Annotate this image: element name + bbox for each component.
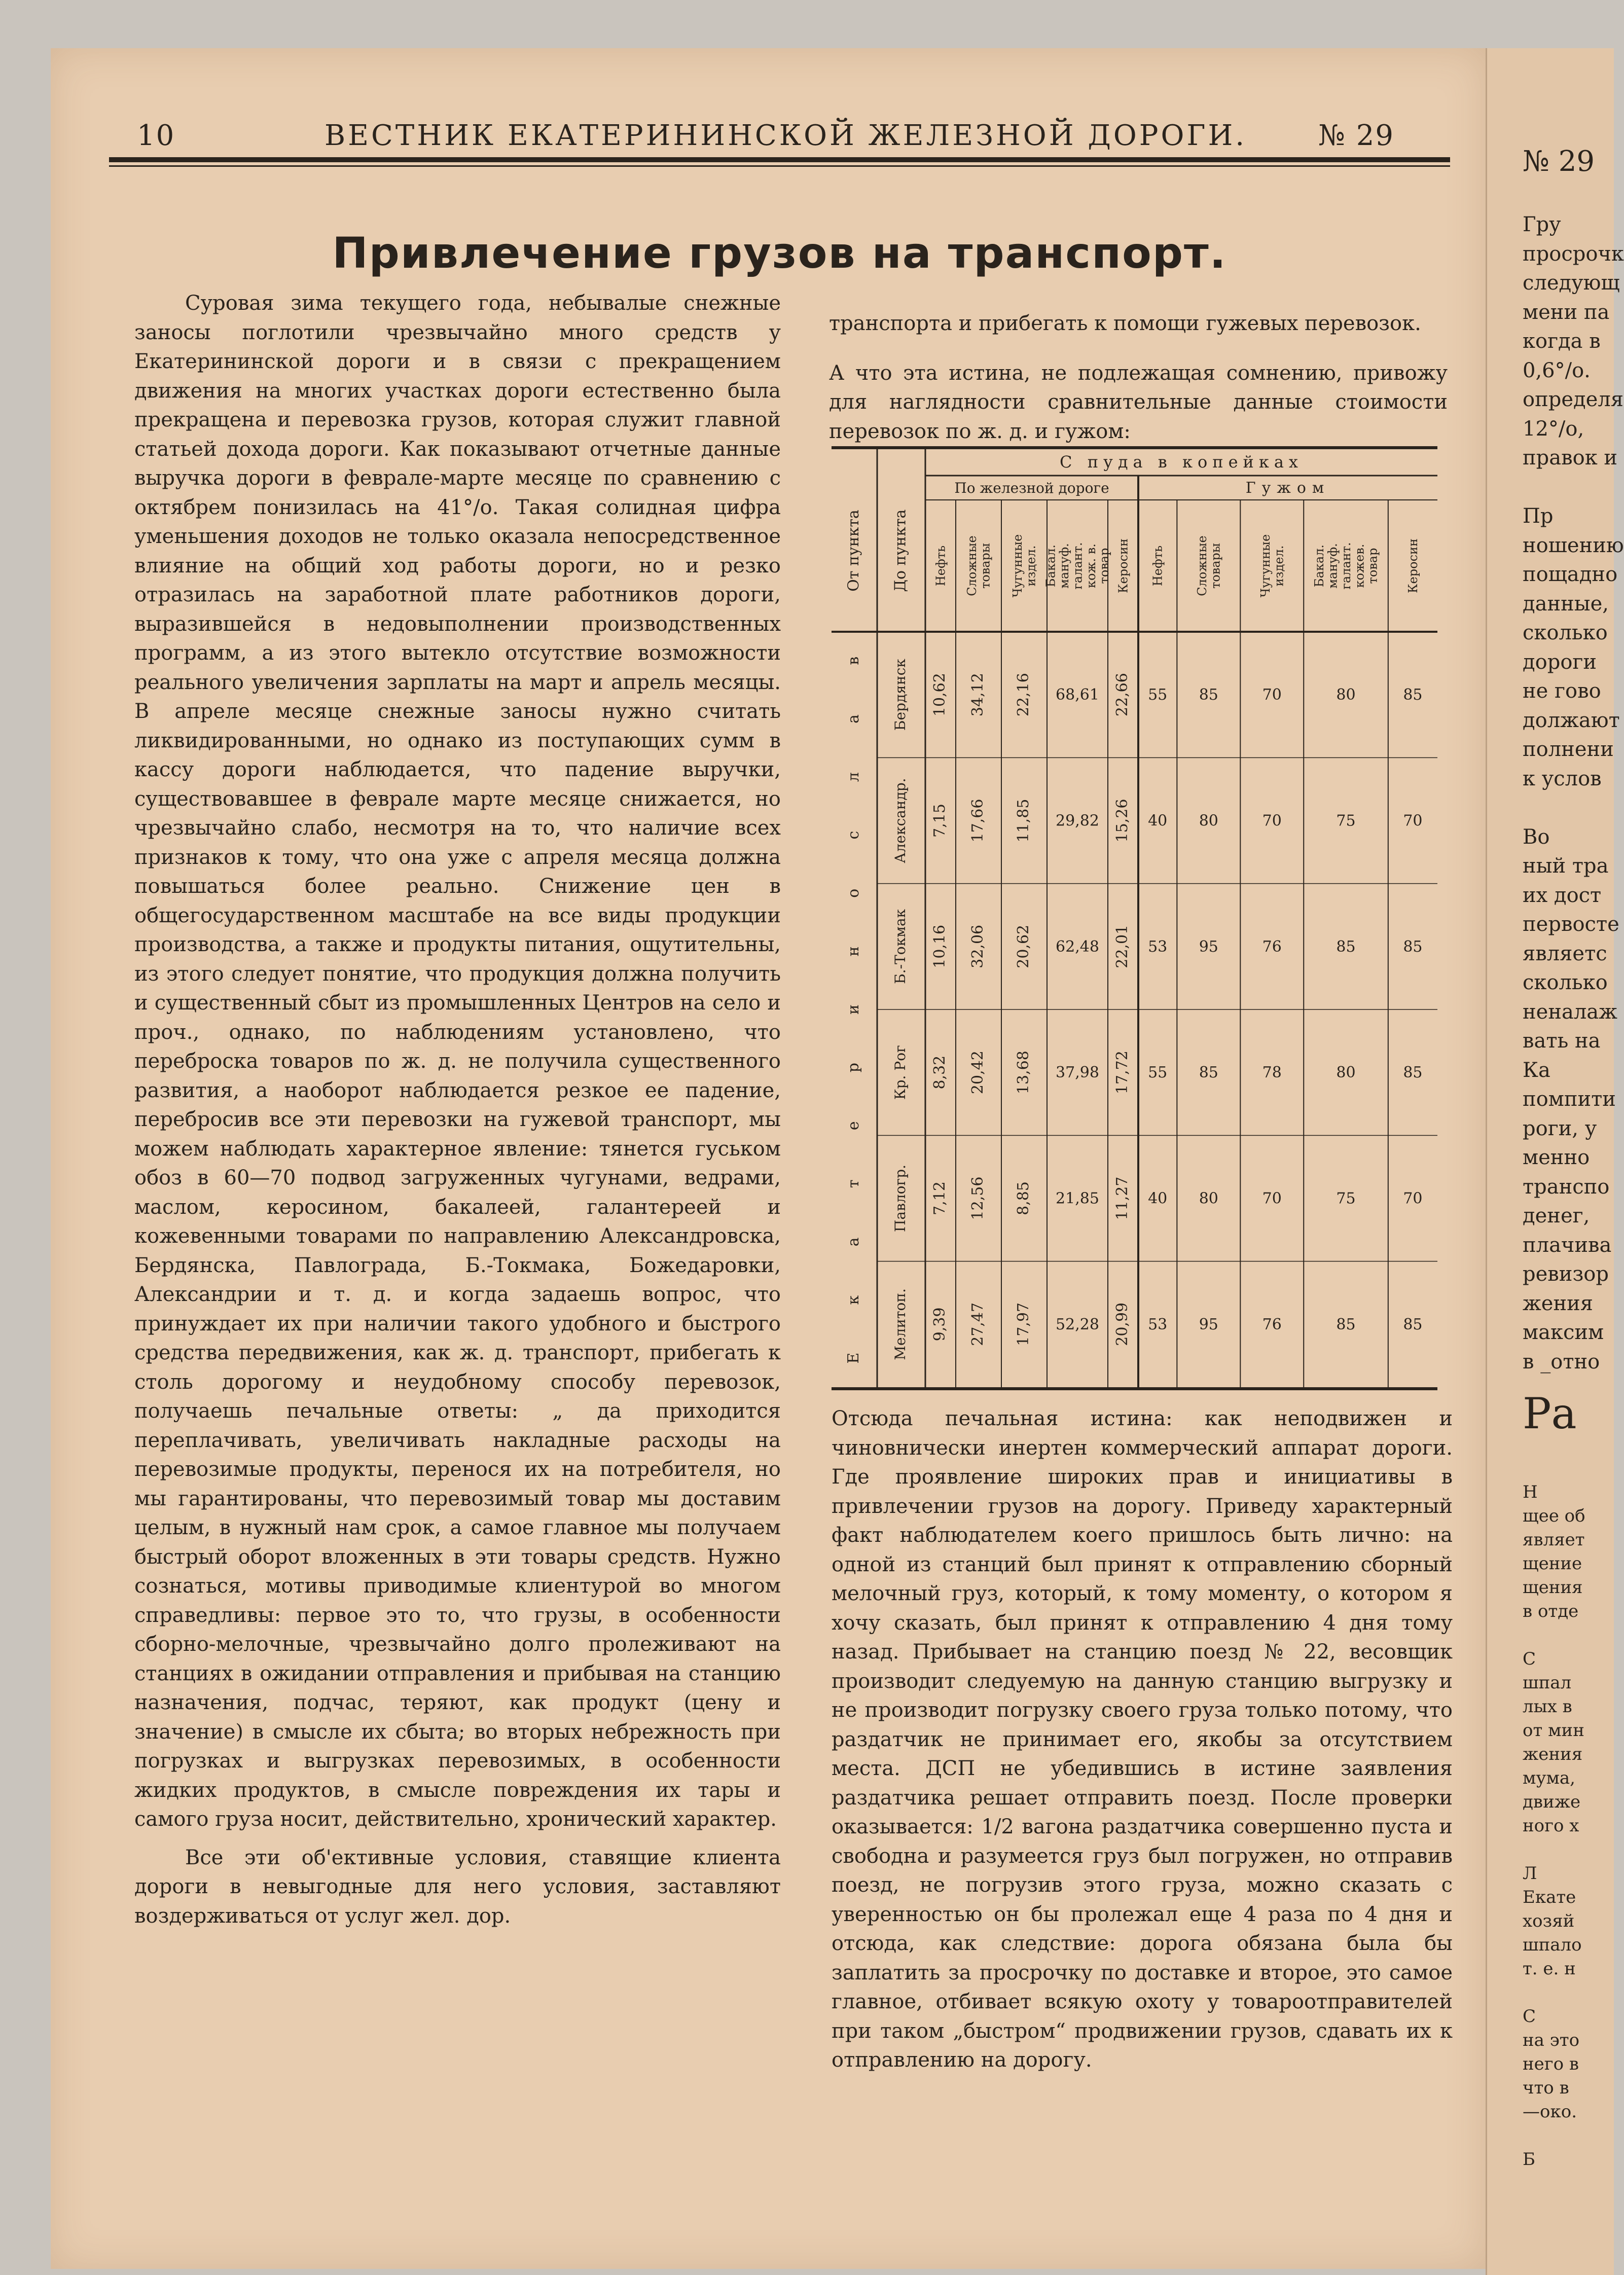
table-from-letter: с [845,830,862,840]
adjacent-page-line: сколько [1523,621,1608,644]
adjacent-page-line: от мин [1523,1720,1584,1741]
adjacent-page-line: когда в [1523,330,1601,353]
adjacent-page [1486,48,1624,2275]
table-from-letter: а [845,1237,862,1247]
adjacent-page-line: в отде [1523,1601,1579,1621]
adjacent-page-line: Б [1523,2149,1535,2170]
adjacent-page-line: Л [1523,1863,1537,1884]
adjacent-page-section-title: Ра [1523,1389,1577,1438]
table-cell-cart: 55 [1148,1064,1168,1082]
adjacent-page-line: на это [1523,2030,1580,2050]
table-cell-rail: 32,06 [969,924,987,968]
adjacent-page-line: их дост [1523,883,1602,907]
adjacent-page-line: являет [1523,1530,1585,1550]
table-from-letter: в [845,656,862,665]
table-cell-rail: 7,15 [931,804,949,838]
table-cell-cart: 85 [1403,1315,1423,1333]
table-cell-rail: 8,32 [931,1055,949,1090]
table-cell-rail: 17,97 [1015,1302,1032,1346]
table-cell-cart: 40 [1148,1189,1168,1208]
table-row-to: Мелитоп. [892,1288,909,1360]
adjacent-page-line: движе [1523,1792,1581,1812]
table-cell-rail: 52,28 [1056,1315,1099,1333]
adjacent-page-line: С [1523,2006,1536,2027]
table-cell-cart: 70 [1262,1189,1282,1208]
table-cell-cart: 95 [1199,1315,1218,1333]
newspaper-title: ВЕСТНИК ЕКАТЕРИНИНСКОЙ ЖЕЛЕЗНОЙ ДОРОГИ. [324,119,1247,152]
table-cell-rail: 37,98 [1056,1064,1099,1082]
adjacent-page-line: ревизор [1523,1262,1609,1286]
table-head-rail: По железной дороге [954,480,1109,496]
table-from-letter: о [845,888,862,898]
table-from-letter: Е [845,1352,862,1364]
adjacent-page-line: Во [1523,825,1550,849]
table-cell-cart: 75 [1336,1189,1356,1208]
table-cell-rail: 27,47 [969,1302,987,1346]
table-head-main: С пуда в копейках [1060,452,1303,472]
adjacent-page-line: лых в [1523,1696,1572,1717]
paragraph: А что эта истина, не подлежащая сомнению, привожу для наглядности сравнительные данные стоимости перевозок по ж. д. и гужом: [829,361,1448,443]
table-cell-cart: 95 [1199,937,1218,956]
table-from-letter: р [845,1063,862,1073]
adjacent-page-line: щее об [1523,1506,1585,1526]
table-col-cart-4: Керосин [1405,538,1420,594]
paragraph-continuation: транспорта и прибегать к помощи гужевых перевозок. [829,312,1421,335]
adjacent-page-line: данные, [1523,592,1609,616]
table-row-to: Б.-Токмак [892,909,909,984]
table-cell-cart: 70 [1262,812,1282,830]
table-from-letter: и [845,1004,862,1015]
table-from-letter: л [845,772,862,782]
table-cell-cart: 70 [1403,1189,1423,1208]
table-col-rail-2: Чугунныеиздел. [1011,534,1038,598]
adjacent-page-line: Ка [1523,1058,1550,1082]
table-cell-cart: 85 [1403,686,1423,704]
table-cell-rail: 68,61 [1056,686,1099,704]
adjacent-page-line: —око. [1523,2102,1577,2122]
table-cell-rail: 13,68 [1015,1051,1032,1095]
table-cell-cart: 85 [1199,1064,1218,1082]
adjacent-page-line: просрочк [1523,242,1624,266]
adjacent-page-line: пощадно [1523,563,1618,586]
table-col-to: До пункта [891,509,910,592]
table-col-cart-3: Бакал.мануф.галант.кожев.товар [1312,542,1380,590]
adjacent-page-line: максим [1523,1321,1604,1344]
table-col-rail-1: Сложныетовары [965,535,993,596]
adjacent-page-line: денег, [1523,1204,1590,1227]
table-cell-cart: 85 [1336,1315,1356,1333]
table-cell-cart: 76 [1262,1315,1282,1333]
adjacent-page-line: 0,6°/о. [1523,358,1591,382]
table-from-letter: а [845,714,862,724]
table-cell-cart: 76 [1262,937,1282,956]
article-right-column-top [829,289,1448,466]
adjacent-page-header: № 29 [1523,145,1595,178]
adjacent-page-line: шпало [1523,1935,1582,1955]
adjacent-page-line: хозяй [1523,1911,1575,1931]
table-col-cart-2: Чугунныеиздел. [1258,534,1286,598]
table-cell-cart: 85 [1199,686,1218,704]
adjacent-page-line: шпал [1523,1673,1572,1693]
adjacent-page-line: жения [1523,1744,1583,1764]
adjacent-page-line: являетс [1523,942,1607,965]
table-cell-cart: 55 [1148,686,1168,704]
adjacent-page-line: Пр [1523,504,1554,528]
table-cell-rail: 10,16 [931,924,949,968]
adjacent-page-line: щение [1523,1554,1582,1574]
adjacent-page-line: жения [1523,1291,1594,1315]
table-cell-cart: 80 [1336,686,1356,704]
table-cell-rail: 20,62 [1015,924,1032,968]
table-cell-cart: 53 [1148,1315,1168,1333]
adjacent-page-line: транспо [1523,1175,1610,1199]
table-from-letter: т [845,1179,862,1188]
paragraph: Суровая зима текущего года, небывалые снежные заносы поглотили чрезвычайно много средств у Екатерининской дороги и в связи с прекращением движения на многих участках дороги естественно была прекращена и перевозка грузов, которая служит главной статьей дохода дороги. Как показывают отчетные данные выручка дороги в феврале-марте месяце по сравнению с октябрем понизилась на 41°/о. Такая солидная цифра уменьшения доходов не только оказала непосредственное влияние на общий ход работы дороги, но и резко отразилась на заработной плате работников дороги, выразившейся в недовыполнении производственных программ, а из этого вытекло отсутствие возможности реального увеличения зарплаты на март и апрель месяцы. В апреле месяце снежные заносы нужно считать ликвидированными, но однако из поступающих сумм в кассу дороги наблюдается, что падение выручки, существовавшее в феврале марте месяце снижается, но чрезвычайно слабо, несмотря на то, что наличие всех признаков к тому, что она уже с апреля месяца должна повышаться более реально. Снижение цен в общегосударственном масштабе на все виды продукции производства, а также и продукты питания, ощутительны, из этого следует понятие, что продукция должна получить и существенный сбыт из промышленных Центров на село и проч., однако, по наблюдениям установлено, что переброска товаров по ж. д. не получила существенного развития, а наоборот наблюдается резкое ее падение, перебросив все эти перевозки на гужевой транспорт, мы можем наблюдать характерное явление: тянется гуськом обоз в 60—70 подвод загруженных чугунами, ведрами, маслом, керосином, бакалеей, галантереей и кожевенными товарами по направлению Александровска, Бердянска, Павлограда, Б.-Токмака, Божедаровки, Александрии и т. д. и когда задаешь вопрос, что принуждает их при наличии такого удобного и быстрого средства передвижения, как ж. д. транспорт, прибегать к столь дорогому и неудобному способу перевозок, получаешь печальные ответы: „ да приходится переплачивать, увеличивать накладные расходы на перевозимые продукты, перенося их на потребителя, но мы гарантированы, что перевозимый товар мы доставим целым, в нужный нам срок, а самое главное мы получаем быстрый оборот вложенных в эти товары средств. Нужно сознаться, мотивы приводимые клиентурой во многом справедливы: первое это то, что грузы, в особенности сборно-мелочные, чрезвычайно долго пролеживают на станциях в ожидании отправления и прибывая на станцию назначения, подчас, теряют, как продукт (цену и значение) в смысле их сбыта; во вторых небрежность при погрузках и выгрузках перевозимых, в особенности жидких продуктов, в смысле повреждения их тары и самого груза носит, действительно, хронический характер. [134,292,781,1831]
adjacent-page-line: следующ [1523,271,1620,295]
adjacent-page-line: плачива [1523,1233,1612,1257]
page-number: 10 [137,119,175,152]
table-cell-rail: 34,12 [969,673,987,717]
table-col-rail-0: Нефть [933,545,948,587]
table-cell-rail: 17,72 [1113,1051,1131,1095]
adjacent-page-line: т. е. н [1523,1959,1576,1979]
adjacent-page-line: ный тра [1523,854,1609,878]
table-cell-rail: 29,82 [1056,812,1099,830]
article-right-column-bottom [832,1384,1453,2096]
table-row-to: Павлогр. [892,1164,909,1233]
table-from-letter: к [845,1295,862,1305]
paragraph: Отсюда печальная истина: как неподвижен и чиновнически инертен коммерческий аппарат дороги. Где проявление широких прав и инициативы в привлечении грузов на дорогу. Приведу характерный факт наблюдателем коего пришлось быть лично: на одной из станций был принят к отправлению сборный мелочный груз, который, к тому моменту, о котором я хочу сказать, был принят к отправлению 4 дня тому назад. Прибывает на станцию поезд № 22, весовщик производит следуемую на данную станцию выгрузку и не производит погрузку своего груза только потому, что раздатчик не принимает его, якобы за отсутствием места. ДСП не убедившись в истине заявления раздатчика решает отправить поезд. После проверки оказывается: 1/2 вагона раздатчика совершенно пуста и свободна и разумеется груз был погружен, но отправив поезд, не погрузив этого груза, можно сказать с уверенностью он бы пролежал еще 4 раза по 4 дня и отсюда, как следствие: дорога обязана была бы заплатить за просрочку по доставке и второе, это самое главное, отбивает всякую охоту у товароотправителей при таком „быстром“ продвижении грузов, сдавать их к отправлению на дорогу. [832,1407,1453,2072]
adjacent-page-line: него в [1523,2054,1579,2074]
table-cell-rail: 22,16 [1015,673,1032,717]
table-cell-rail: 12,56 [969,1176,987,1220]
table-head-cart: Гужом [1245,479,1330,497]
table-col-from: От пункта [845,510,862,592]
table-cell-cart: 75 [1336,812,1356,830]
table-cell-cart: 80 [1199,812,1218,830]
adjacent-page-line: мума, [1523,1768,1575,1788]
table-cell-rail: 15,26 [1113,799,1131,843]
adjacent-page-line: правок и [1523,446,1618,470]
table-cell-rail: 7,12 [931,1181,949,1215]
adjacent-page-line: мени па [1523,300,1610,324]
adjacent-page-line: первосте [1523,913,1619,936]
adjacent-page-line: должают [1523,708,1620,732]
table-cell-rail: 17,66 [969,799,987,843]
table-cell-rail: 10,62 [931,673,949,717]
adjacent-page-line: Екате [1523,1887,1576,1907]
adjacent-page-line: вать на [1523,1029,1601,1053]
table-cell-rail: 11,27 [1113,1176,1131,1220]
table-col-rail-3: Бакал.мануф.галант.кож. в.товар [1043,542,1112,590]
adjacent-page-line: Гру [1523,213,1561,236]
adjacent-page-line: дороги [1523,650,1597,674]
adjacent-page-line: определя [1523,388,1623,411]
adjacent-page-line: полнени [1523,738,1614,761]
article-left-column [134,289,781,1931]
table-cell-cart: 70 [1262,686,1282,704]
adjacent-page-line: 12°/о, [1523,417,1584,441]
table-cell-cart: 70 [1403,812,1423,830]
adjacent-page-line: неналаж [1523,1000,1617,1024]
adjacent-page-line: в _отно [1523,1350,1600,1374]
table-cell-rail: 20,42 [969,1051,987,1095]
table-cell-rail: 21,85 [1056,1189,1099,1208]
adjacent-page-line: щения [1523,1577,1583,1598]
table-row-to: Бердянск [892,659,909,731]
table-col-cart-1: Сложныетовары [1195,535,1223,596]
adjacent-page-line: не гово [1523,679,1601,703]
table-cell-cart: 40 [1148,812,1168,830]
adjacent-page-line: ного х [1523,1816,1579,1836]
adjacent-page-line: Н [1523,1482,1538,1502]
adjacent-page-line: помпити [1523,1088,1616,1111]
table-cell-rail: 11,85 [1015,799,1032,843]
table-cell-cart: 85 [1403,1064,1423,1082]
table-col-rail-4: Керосин [1116,538,1131,594]
issue-number: № 29 [1318,119,1395,152]
header-rule-thin [109,165,1450,167]
table-cell-cart: 78 [1262,1064,1282,1082]
table-cell-rail: 22,01 [1113,924,1131,968]
adjacent-page-line: роги, у [1523,1116,1597,1140]
header-rule-thick [109,157,1450,162]
adjacent-page-line: что в [1523,2078,1569,2098]
paragraph: Все эти об'ективные условия, ставящие клиента дороги в невыгодные для него условия, заставляют воздерживаться от услуг жел. дор. [134,1846,781,1928]
adjacent-page-line: ношению [1523,533,1624,557]
table-cell-cart: 85 [1403,937,1423,956]
table-cell-rail: 20,99 [1113,1302,1131,1346]
adjacent-page-line: к услов [1523,767,1602,790]
article-title: Привлечение грузов на транспорт. [332,228,1227,278]
table-from-letter: е [845,1121,862,1131]
table-row-to: Александр. [892,778,909,863]
adjacent-page-line: сколько [1523,971,1608,994]
table-cell-rail: 9,39 [931,1307,949,1342]
table-cell-cart: 85 [1336,937,1356,956]
table-cell-rail: 62,48 [1056,937,1099,956]
table-from-letter: н [845,946,862,957]
table-cell-cart: 53 [1148,937,1168,956]
adjacent-page-line: менно [1523,1146,1590,1169]
table-cell-rail: 22,66 [1113,673,1131,717]
table-cell-rail: 8,85 [1015,1181,1032,1215]
table-col-cart-0: Нефть [1150,545,1165,587]
table-cell-cart: 80 [1199,1189,1218,1208]
table-cell-cart: 80 [1336,1064,1356,1082]
tariff-comparison-table [832,446,1437,1390]
adjacent-page-line: С [1523,1649,1536,1669]
table-grid [832,449,1437,1387]
table-row-to: Кр. Рог [892,1045,909,1100]
